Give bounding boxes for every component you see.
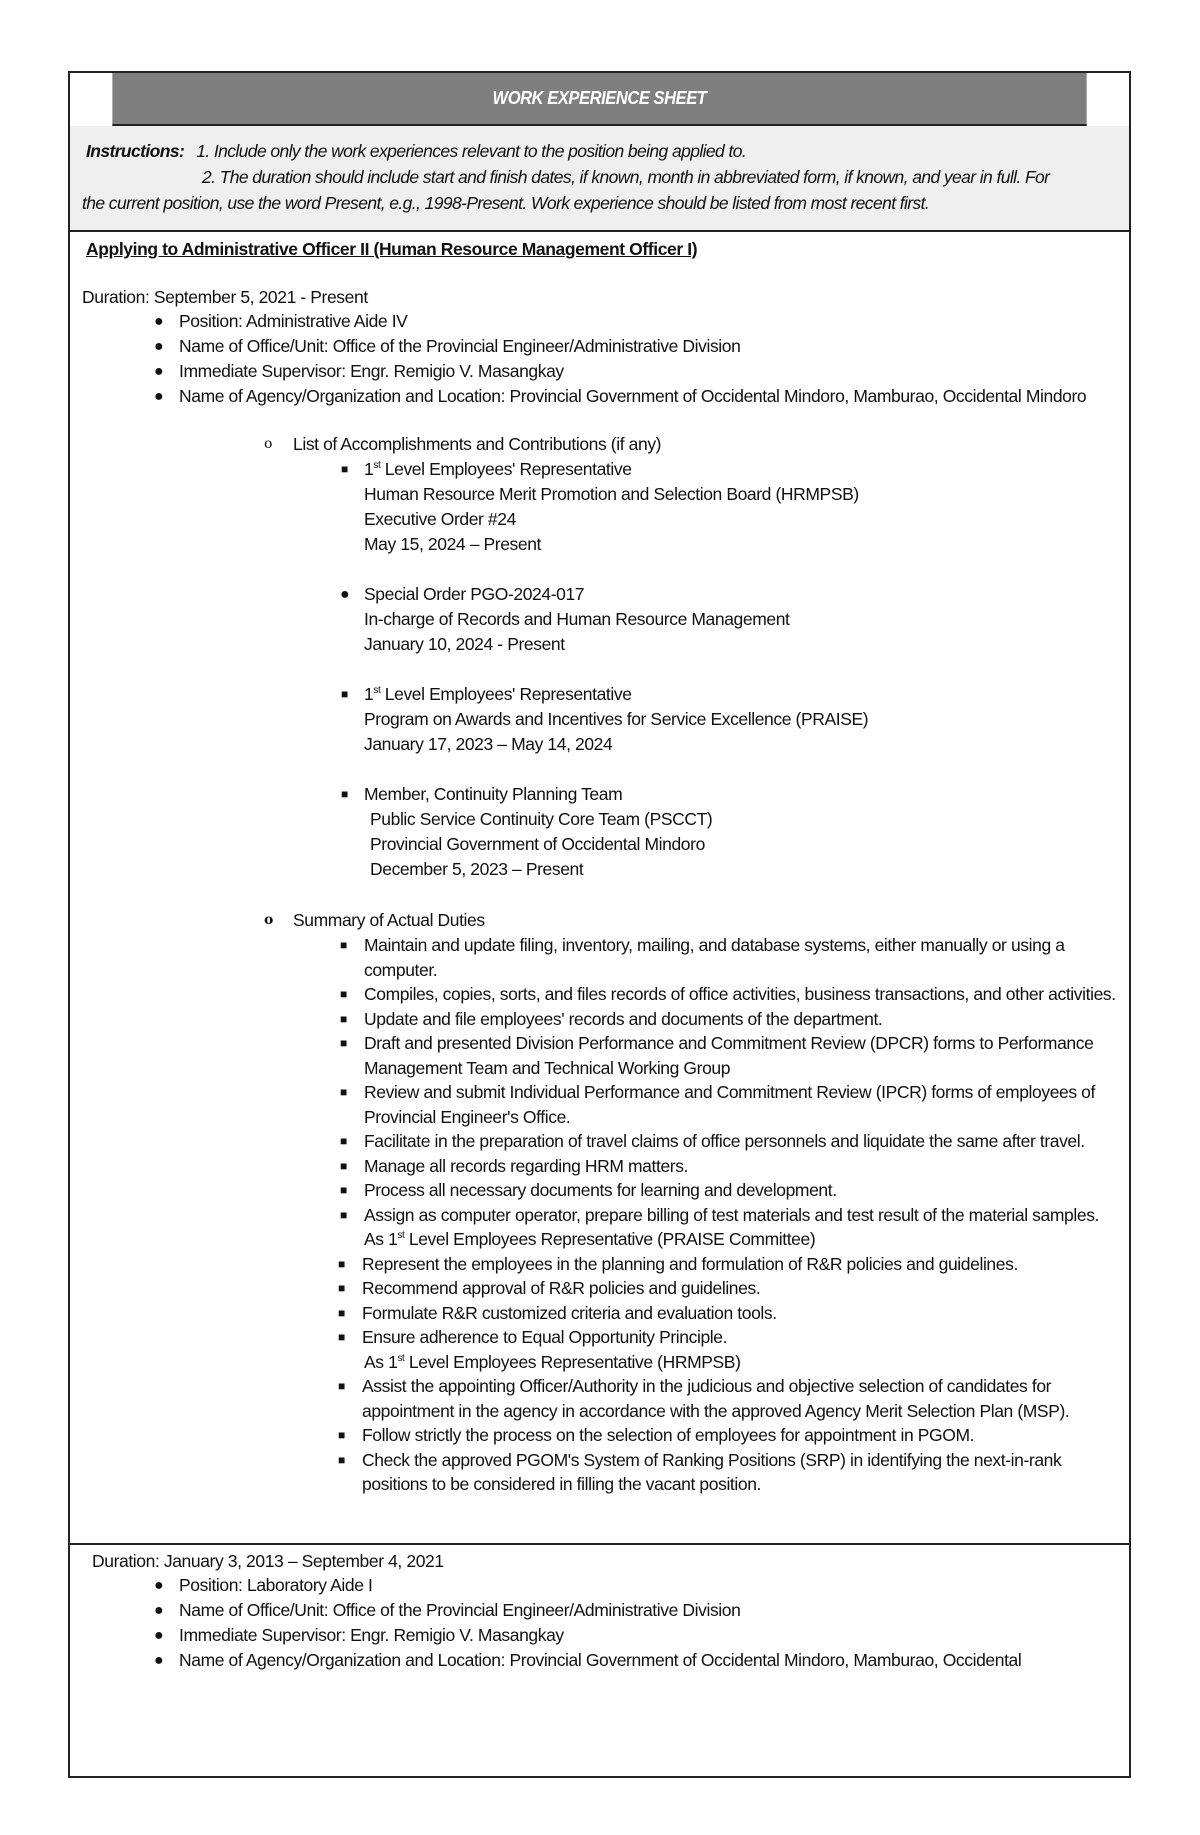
duty-item: ■ Assist the appointing Officer/Authority in the judicious and objective selection of candidates for appointment in the agency in accordance with the approved Agency Merit Selection Plan (MSP). <box>338 1376 1070 1421</box>
square-bullet-icon: ■ <box>340 1158 347 1173</box>
bullet-icon: ● <box>154 1626 164 1644</box>
bullet-icon: ● <box>154 1576 164 1594</box>
square-bullet-icon: ■ <box>341 687 348 701</box>
accomplishments-heading: o List of Accomplishments and Contributions (if any) <box>82 431 1117 457</box>
experience-2-agency: ● Name of Agency/Organization and Location: Provincial Government of Occidental Mindoro, Mamburao, Occidental <box>82 1648 1117 1673</box>
experience-2-supervisor: ● Immediate Supervisor: Engr. Remigio V. Masangkay <box>82 1623 1117 1648</box>
accomplishment-item: ■ 1st Level Employees' Representative Program on Awards and Incentives for Service Excellence (PRAISE) January 17, 2023 – May 14, 2024 <box>341 684 869 754</box>
duty-item: ■ Represent the employees in the planning and formulation of R&R policies and guidelines. <box>82 1252 1117 1277</box>
experience-1-duration: Duration: September 5, 2021 - Present <box>82 287 368 307</box>
section-divider <box>70 1543 1129 1545</box>
square-bullet-icon: ■ <box>338 1256 345 1271</box>
experience-2-details <box>82 1573 1117 1673</box>
duty-item: ■ Facilitate in the preparation of travel claims of office personnels and liquidate the same after travel. <box>82 1129 1117 1154</box>
experience-1-position: ● Position: Administrative Aide IV <box>82 309 1117 334</box>
experience-1-agency: ● Name of Agency/Organization and Location: Provincial Government of Occidental Mindoro, Mamburao, Occidental Mindoro <box>82 384 1117 409</box>
instructions-label: Instructions: <box>86 141 185 161</box>
duty-item: ■ Assign as computer operator, prepare billing of test materials and test result of the material samples. <box>82 1203 1117 1228</box>
square-bullet-icon: ■ <box>340 938 347 952</box>
experience-2-duration: Duration: January 3, 2013 – September 4, 2021 <box>92 1550 444 1571</box>
instruction-item-2-line-2: the current position, use the word Present, e.g., 1998-Present. Work experience should be listed from most recent first. <box>82 193 930 213</box>
square-bullet-icon: ■ <box>340 1207 347 1222</box>
duties-list <box>82 933 1117 1497</box>
square-bullet-icon: ■ <box>338 1379 345 1393</box>
bullet-icon: ● <box>154 313 164 330</box>
accomplishment-item: ■ Member, Continuity Planning Team Public Service Continuity Core Team (PSCCT) Provincial Government of Occidental Mindoro December 5, 2023 – Present <box>341 784 713 879</box>
accomplishment-item: ■ 1st Level Employees' Representative Human Resource Merit Promotion and Selection Board (HRMPSB) Executive Order #24 May 15, 2024 – Present <box>341 459 859 554</box>
duty-item: ■ Manage all records regarding HRM matters. <box>82 1154 1117 1179</box>
experience-2-position: ● Position: Laboratory Aide I <box>82 1573 1117 1598</box>
duty-item: ■ Draft and presented Division Performance and Commitment Review (DPCR) forms to Performance Management Team and Technical Working Group <box>340 1033 1094 1078</box>
experience-1-supervisor: ● Immediate Supervisor: Engr. Remigio V. Masangkay <box>82 359 1117 384</box>
square-bullet-icon: ■ <box>341 787 348 801</box>
duty-item: ■ Update and file employees' records and documents of the department. <box>82 1007 1117 1032</box>
square-bullet-icon: ■ <box>338 1330 345 1344</box>
applying-to-heading: Applying to Administrative Officer II (Human Resource Management Officer I) <box>86 239 698 259</box>
square-bullet-icon: ■ <box>340 1183 347 1197</box>
hrmpsb-role-label: As 1st Level Employees Representative (HRMPSB) <box>364 1351 741 1372</box>
bullet-icon: ● <box>154 1601 164 1619</box>
experience-1-details <box>82 309 1117 409</box>
bullet-icon: ● <box>340 586 350 603</box>
circle-bullet-icon: o <box>264 436 273 452</box>
square-bullet-icon: ■ <box>338 1428 345 1442</box>
instructions-block <box>70 126 1129 232</box>
square-bullet-icon: ■ <box>340 1085 347 1099</box>
duty-item: ■ Maintain and update filing, inventory, mailing, and database systems, either manually or using a computer. <box>340 935 1065 980</box>
instruction-item-2-line-1: 2. The duration should include start and finish dates, if known, month in abbreviated form, if known, and year in full. For <box>202 167 1050 187</box>
square-bullet-icon: ■ <box>338 1305 345 1320</box>
square-bullet-icon: ■ <box>340 1011 347 1026</box>
square-bullet-icon: ■ <box>340 1134 347 1148</box>
duty-item: ■ Ensure adherence to Equal Opportunity Principle. <box>82 1325 1117 1350</box>
praise-role-label: As 1st Level Employees Representative (PRAISE Committee) <box>364 1229 816 1249</box>
square-bullet-icon: ■ <box>338 1452 345 1467</box>
accomplishment-item: ● Special Order PGO-2024-017 In-charge of Records and Human Resource Management January 10, 2024 - Present <box>340 584 790 654</box>
bullet-icon: ● <box>154 388 164 405</box>
duty-item: ■ Process all necessary documents for learning and development. <box>82 1178 1117 1203</box>
experience-content <box>70 238 1129 1673</box>
duties-heading: o Summary of Actual Duties <box>82 907 1117 933</box>
bullet-icon: ● <box>154 363 164 380</box>
square-bullet-icon: ■ <box>340 987 347 1001</box>
square-bullet-icon: ■ <box>338 1281 345 1295</box>
experience-1-office: ● Name of Office/Unit: Office of the Provincial Engineer/Administrative Division <box>82 334 1117 359</box>
square-bullet-icon: ■ <box>341 462 348 476</box>
circle-bullet-icon: o <box>264 912 273 928</box>
square-bullet-icon: ■ <box>340 1036 347 1050</box>
duty-item: ■ Compiles, copies, sorts, and files records of office activities, business transactions, and other activities. <box>82 982 1117 1007</box>
duty-item: ■ Check the approved PGOM's System of Ranking Positions (SRP) in identifying the next-in-rank positions to be considered in filling the vacant position. <box>338 1449 1062 1494</box>
duty-item: ■ Recommend approval of R&R policies and guidelines. <box>82 1276 1117 1301</box>
duty-item: ■ Formulate R&R customized criteria and evaluation tools. <box>82 1301 1117 1326</box>
duty-item: ■ Follow strictly the process on the selection of employees for appointment in PGOM. <box>82 1423 1117 1448</box>
instruction-item-1: 1. Include only the work experiences relevant to the position being applied to. <box>196 141 747 161</box>
work-experience-sheet <box>68 71 1131 1778</box>
duty-item: ■ Review and submit Individual Performance and Commitment Review (IPCR) forms of employees of Provincial Engineer's Office. <box>340 1082 1095 1127</box>
bullet-icon: ● <box>154 338 164 355</box>
bullet-icon: ● <box>154 1651 164 1669</box>
sheet-title: WORK EXPERIENCE SHEET <box>112 73 1086 126</box>
experience-2-office: ● Name of Office/Unit: Office of the Provincial Engineer/Administrative Division <box>82 1598 1117 1623</box>
